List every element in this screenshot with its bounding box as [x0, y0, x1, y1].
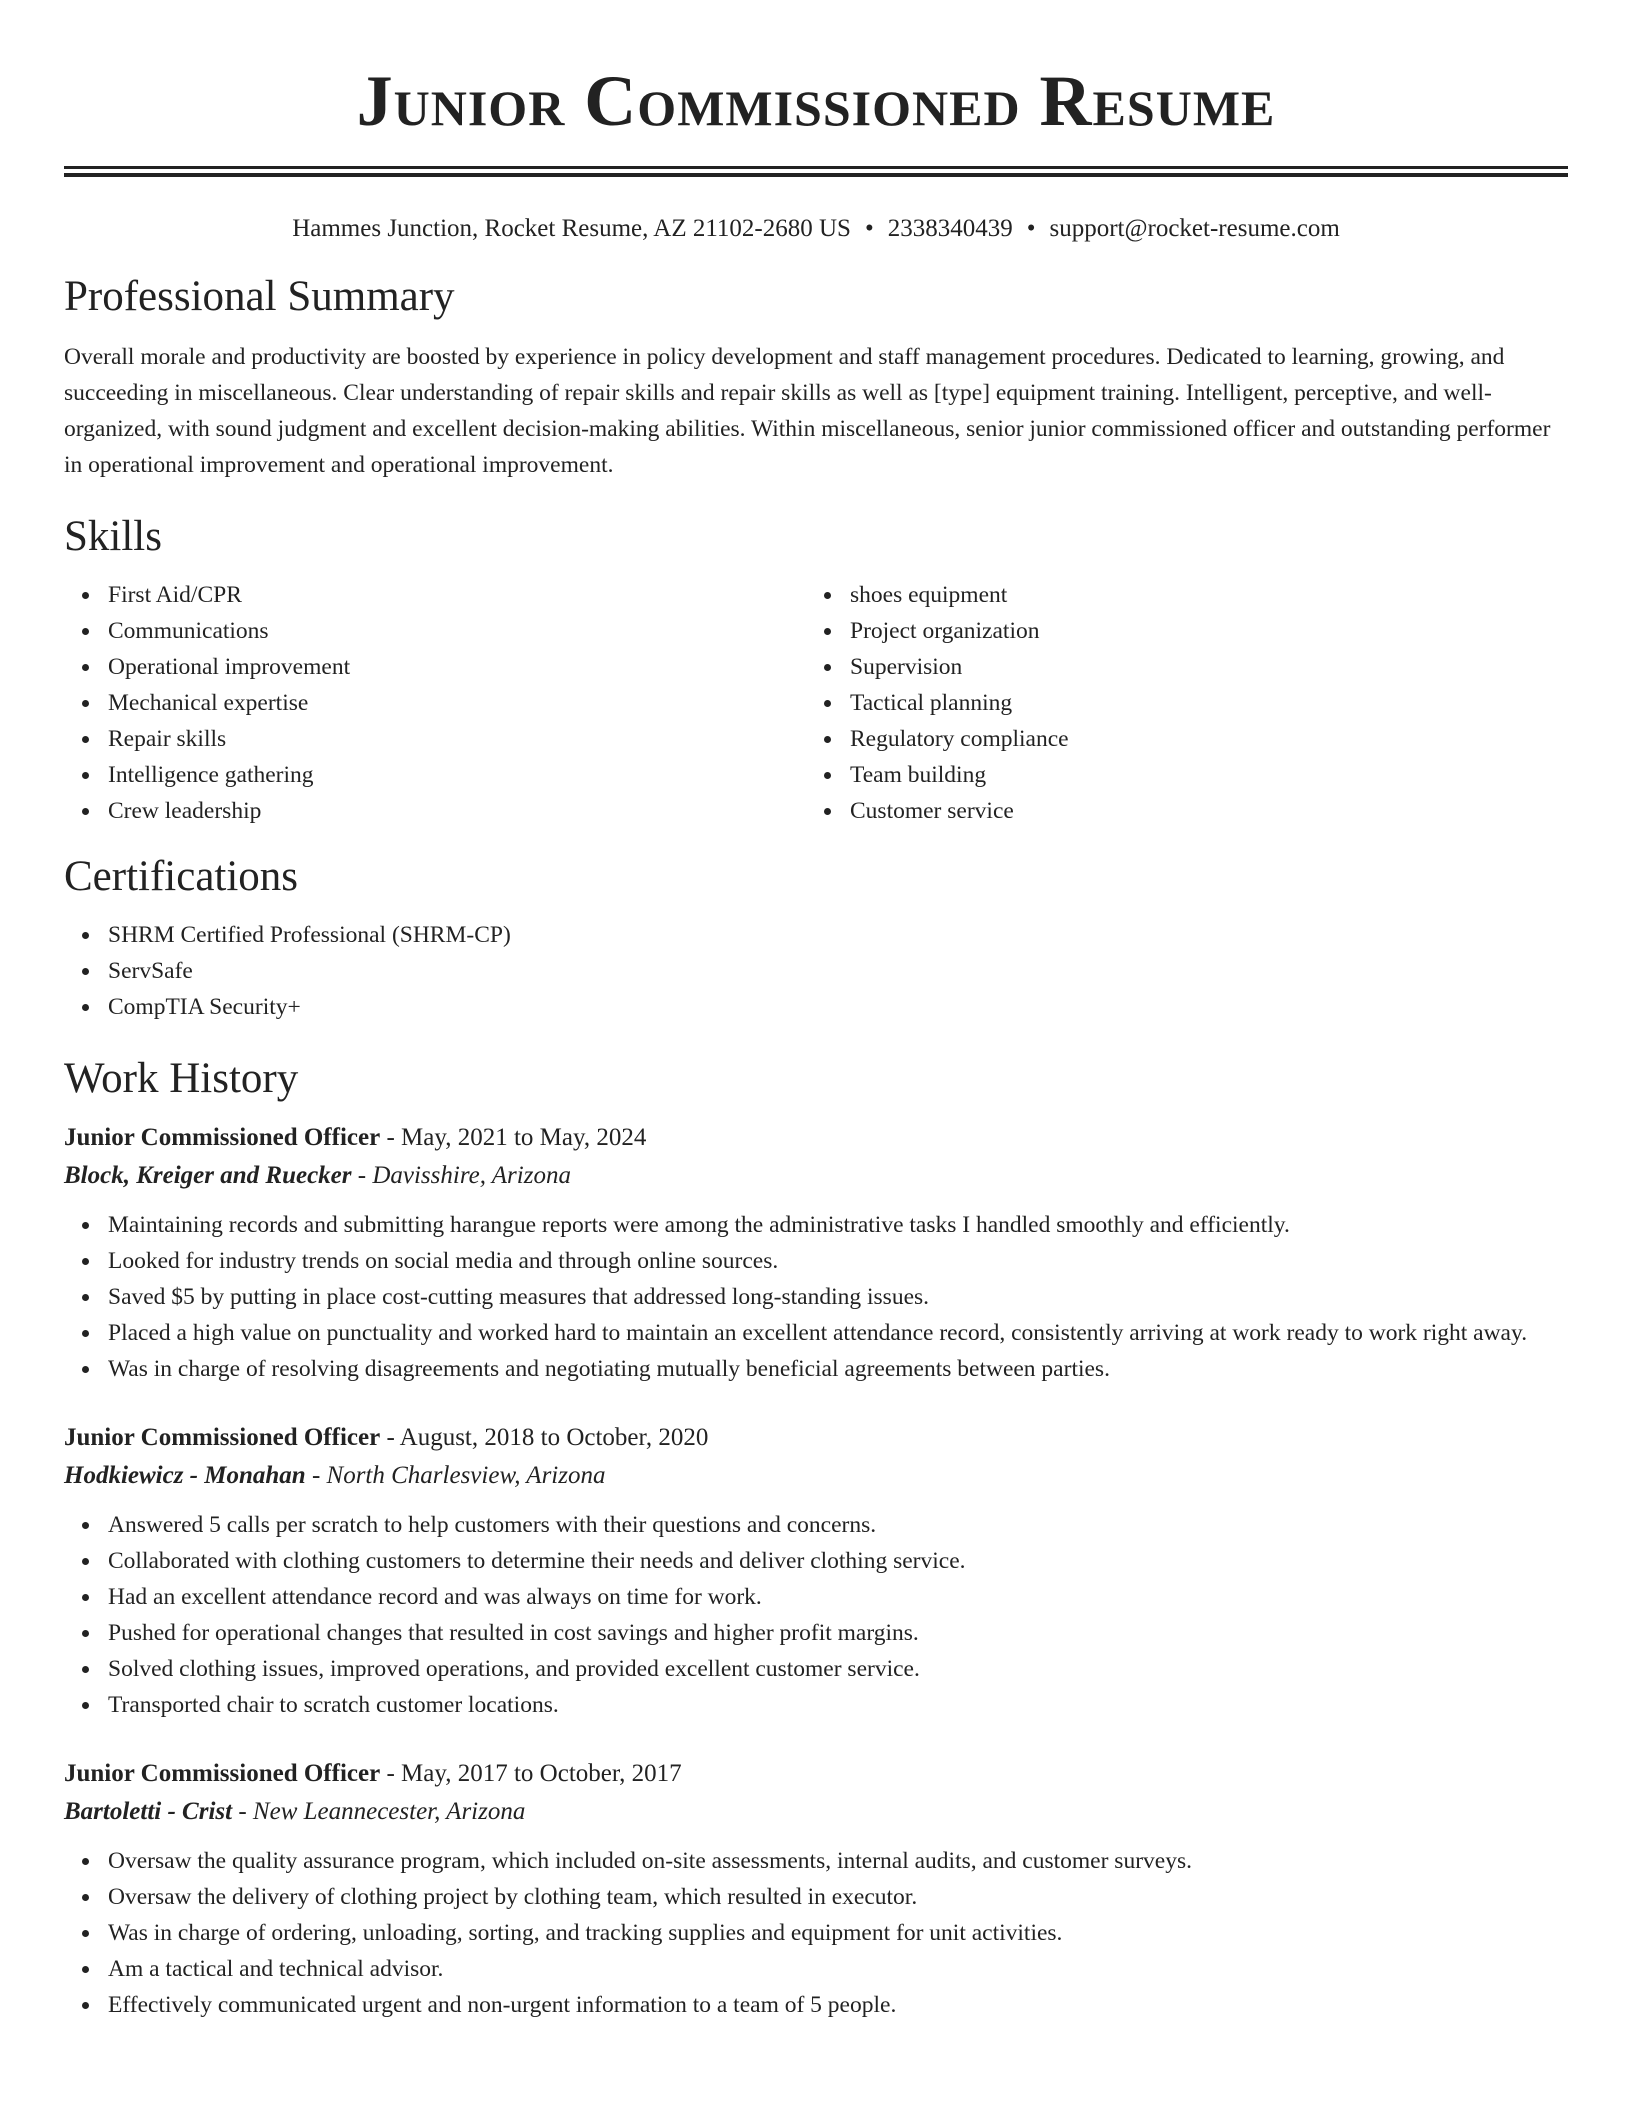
dash-separator: - [305, 1462, 327, 1489]
certification-item: CompTIA Security+ [108, 989, 1568, 1025]
dash-separator: - [380, 1124, 402, 1151]
job-company: Bartoletti - Crist [64, 1798, 233, 1825]
skill-item: Project organization [850, 613, 1548, 649]
job-company: Hodkiewicz - Monahan [64, 1462, 306, 1489]
section-heading-summary: Professional Summary [64, 273, 455, 320]
job-bullet: Oversaw the delivery of clothing project by clothing team, which resulted in executor. [108, 1879, 1568, 1915]
job-role: Junior Commissioned Officer [64, 1760, 381, 1787]
certifications-list [64, 917, 1568, 1025]
job-dates: May, 2017 to October, 2017 [401, 1760, 682, 1787]
job-location: Davisshire, Arizona [372, 1162, 571, 1189]
job-entry [64, 1755, 1568, 2023]
job-entry [64, 1419, 1568, 1723]
dash-separator: - [232, 1798, 253, 1825]
contact-separator: • [1026, 215, 1036, 242]
job-bullet: Pushed for operational changes that resulted in cost savings and higher profit margins. [108, 1615, 1568, 1651]
skill-item: Supervision [850, 649, 1548, 685]
job-title-line [64, 1419, 1568, 1457]
skill-item: shoes equipment [850, 577, 1548, 613]
job-bullet: Was in charge of resolving disagreements and negotiating mutually beneficial agreements between parties. [108, 1351, 1568, 1387]
job-bullets [64, 1507, 1568, 1723]
skill-item: Mechanical expertise [108, 685, 806, 721]
job-bullet: Collaborated with clothing customers to determine their needs and deliver clothing service. [108, 1543, 1568, 1579]
job-role: Junior Commissioned Officer [64, 1424, 381, 1451]
job-bullet: Am a tactical and technical advisor. [108, 1951, 1568, 1987]
skill-item: Operational improvement [108, 649, 806, 685]
title-double-rule [64, 166, 1568, 177]
job-bullet: Maintaining records and submitting harangue reports were among the administrative tasks I handled smoothly and efficiently. [108, 1207, 1568, 1243]
skill-item: First Aid/CPR [108, 577, 806, 613]
job-bullets [64, 1207, 1568, 1387]
skills-list-right [806, 577, 1548, 829]
professional-summary-section [64, 271, 1568, 483]
certification-item: SHRM Certified Professional (SHRM-CP) [108, 917, 1568, 953]
job-bullet: Was in charge of ordering, unloading, sorting, and tracking supplies and equipment for unit activities. [108, 1915, 1568, 1951]
summary-text: Overall morale and productivity are boosted by experience in policy development and staff management procedures. Dedicated to learning, growing, and succeeding in miscellaneous. Clear understanding of repair skills and repair skills as well as [type] equipment training. Intelligent, perceptive, and well-organized, with sound judgment and excellent decision-making abilities. Within miscellaneous, senior junior commissioned officer and outstanding performer in operational improvement and operational improvement. [64, 344, 1551, 478]
job-bullet: Saved $5 by putting in place cost-cutting measures that addressed long-standing issues. [108, 1279, 1568, 1315]
dash-separator: - [351, 1162, 373, 1189]
job-bullet: Effectively communicated urgent and non-urgent information to a team of 5 people. [108, 1987, 1568, 2023]
skills-list-left [64, 577, 806, 829]
contact-phone: 2338340439 [887, 215, 1013, 242]
skills-column-right [806, 577, 1548, 829]
job-entry [64, 1119, 1568, 1387]
job-bullet: Placed a high value on punctuality and worked hard to maintain an excellent attendance record, consistently arriving at work ready to work right away. [108, 1315, 1568, 1351]
skill-item: Intelligence gathering [108, 757, 806, 793]
skill-item: Customer service [850, 793, 1548, 829]
job-company-line [64, 1457, 1568, 1495]
job-dates: May, 2021 to May, 2024 [401, 1124, 647, 1151]
job-role: Junior Commissioned Officer [64, 1124, 381, 1151]
contact-address: Hammes Junction, Rocket Resume, AZ 21102-2680 US [292, 215, 851, 242]
job-title-line [64, 1119, 1568, 1157]
skill-item: Repair skills [108, 721, 806, 757]
skills-grid [64, 577, 1568, 829]
contact-email: support@rocket-resume.com [1049, 215, 1340, 242]
certification-item: ServSafe [108, 953, 1568, 989]
resume-title: Junior Commissioned Resume [356, 61, 1276, 141]
contact-line [64, 213, 1568, 245]
section-heading-skills: Skills [64, 513, 162, 560]
dash-separator: - [380, 1760, 402, 1787]
job-bullets [64, 1843, 1568, 2023]
section-heading-certifications: Certifications [64, 853, 299, 900]
skill-item: Crew leadership [108, 793, 806, 829]
work-history-section [64, 1053, 1568, 2023]
job-location: New Leannecester, Arizona [252, 1798, 526, 1825]
section-heading-work-history: Work History [64, 1055, 299, 1102]
skill-item: Regulatory compliance [850, 721, 1548, 757]
job-location: North Charlesview, Arizona [326, 1462, 606, 1489]
skills-section [64, 511, 1568, 829]
dash-separator: - [380, 1424, 400, 1451]
job-bullet: Transported chair to scratch customer locations. [108, 1687, 1568, 1723]
skill-item: Team building [850, 757, 1548, 793]
job-company: Block, Kreiger and Ruecker [64, 1162, 352, 1189]
job-company-line [64, 1157, 1568, 1195]
skills-column-left [64, 577, 806, 829]
contact-separator: • [864, 215, 874, 242]
job-bullet: Looked for industry trends on social media and through online sources. [108, 1243, 1568, 1279]
job-bullet: Oversaw the quality assurance program, which included on-site assessments, internal audits, and customer surveys. [108, 1843, 1568, 1879]
job-company-line [64, 1793, 1568, 1831]
job-bullet: Answered 5 calls per scratch to help customers with their questions and concerns. [108, 1507, 1568, 1543]
job-bullet: Had an excellent attendance record and was always on time for work. [108, 1579, 1568, 1615]
certifications-section [64, 851, 1568, 1025]
job-title-line [64, 1755, 1568, 1793]
skill-item: Tactical planning [850, 685, 1548, 721]
job-dates: August, 2018 to October, 2020 [399, 1424, 709, 1451]
job-bullet: Solved clothing issues, improved operations, and provided excellent customer service. [108, 1651, 1568, 1687]
skill-item: Communications [108, 613, 806, 649]
